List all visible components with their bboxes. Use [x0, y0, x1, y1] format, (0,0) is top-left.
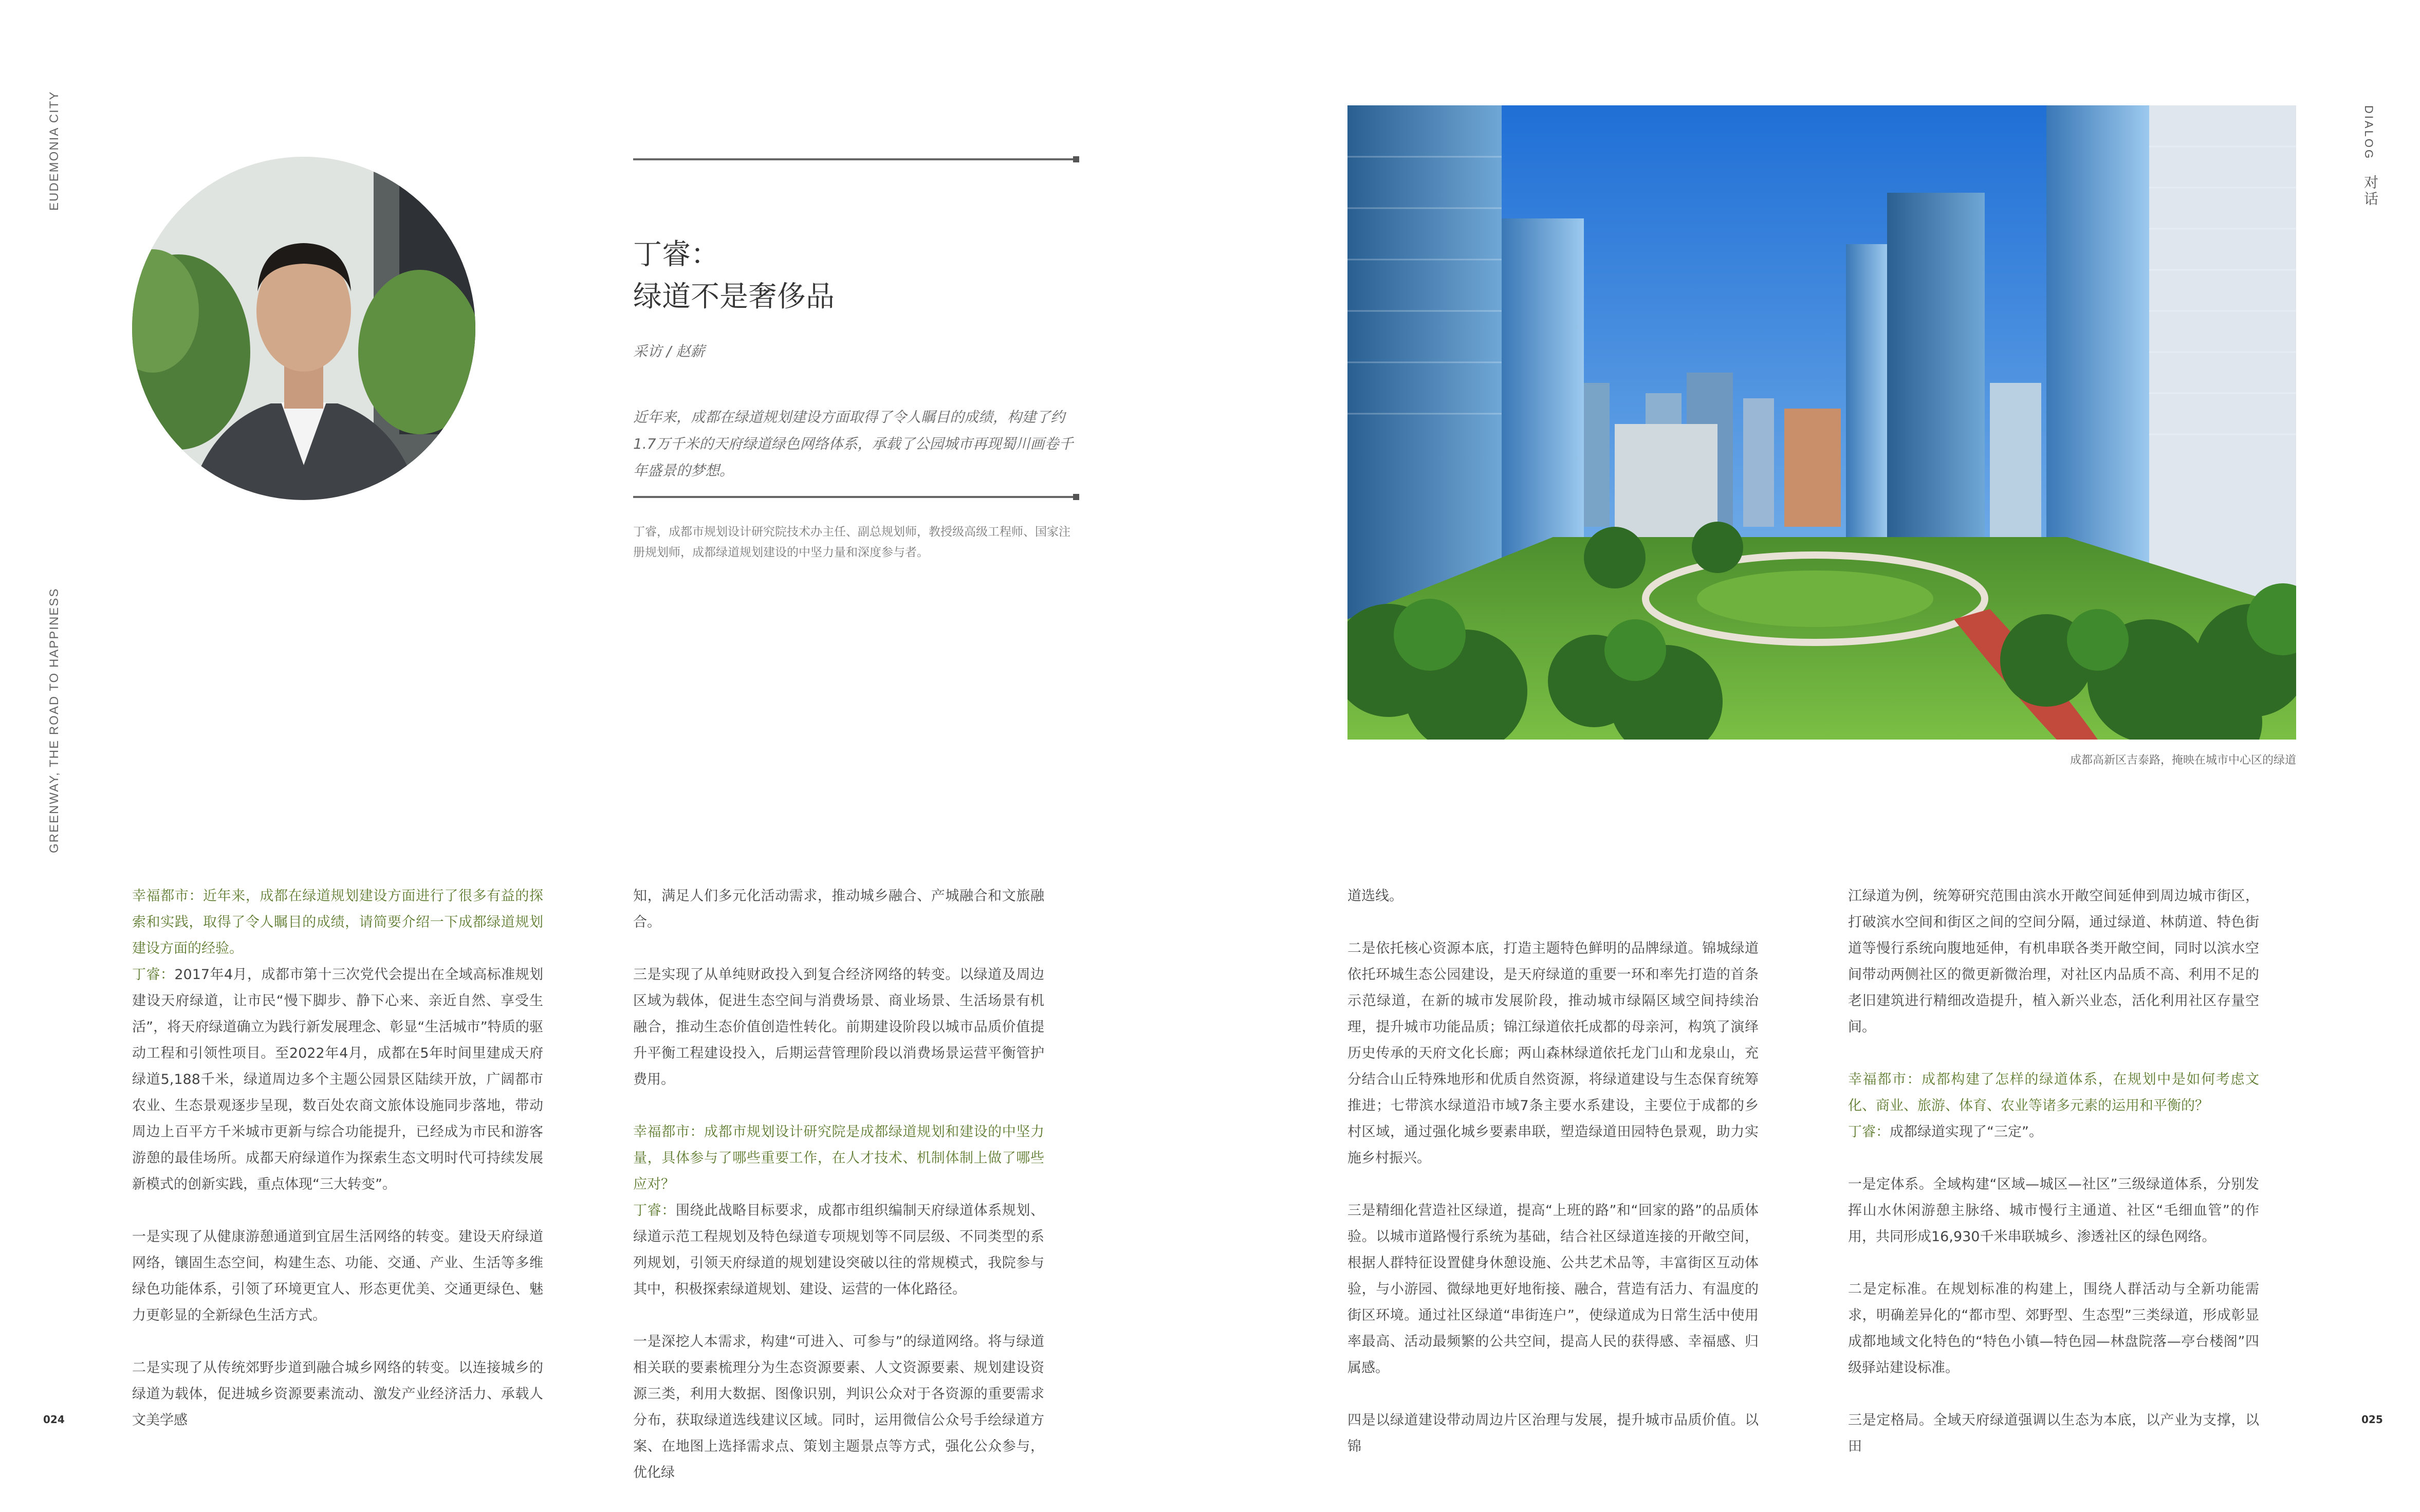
answer-2-text: 围绕此战略目标要求，成都市组织编制天府绿道体系规划、绿道示范工程规划及特色绿道专项规划等不同层级、不同类型的系列规划，引领天府绿道的规划建设突破以往的常规模式，我院参与其中，积极探索绿道规划、建设、运营的一体化路径。 — [633, 1203, 1045, 1297]
page-number-left: 024 — [43, 1413, 65, 1426]
paragraph: 一是实现了从健康游憩通道到宜居生活网络的转变。建设天府绿道网络，镶固生态空间，构建生态、功能、交通、产业、生活等多维绿色功能体系，引领了环境更宜人、形态更优美、交通更绿色、魅力更彰显的全新绿色生活方式。 — [132, 1229, 543, 1323]
answer-1-text: 2017年4月，成都市第十三次党代会提出在全域高标准规划建设天府绿道，让市民“慢下脚步、静下心来、亲近自然、享受生活”，将天府绿道确立为践行新发展理念、彰显“生活城市”特质的驱动工程和引领性项目。至2022年4月，成都在5年时间里建成天府绿道5,188千米，绿道周边多个主题公园景区陆续开放，广阔都市农业、生态景观逐步呈现，数百处农商文旅体设施同步落地，带动周边上百平方千米城市更新与综合功能提升，已经成为市民和游客游憩的最佳场所。成都天府绿道作为探索生态文明时代可持续发展新模式的创新实践，重点体现“三大转变”。 — [132, 967, 544, 1192]
section-label-cn: 对话 — [2362, 175, 2379, 208]
title-rule-top — [633, 158, 1078, 160]
answer-2-speaker: 丁睿： — [633, 1203, 676, 1219]
paragraph: 一是深挖人本需求，构建“可进入、可参与”的绿道网络。将与绿道相关联的要素梳理分为生态资源要素、人文资源要素、规划建设资源三类，利用大数据、图像识别，判识公众对于各资源的重要需求分布，获取绿道选线建议区域。同时，运用微信公众号手绘绿道方案、在地图上选择需求点、策划主题景点等方式，强化公众参与，优化绿 — [633, 1334, 1044, 1481]
paragraph: 二是实现了从传统郊野步道到融合城乡网络的转变。以连接城乡的绿道为载体，促进城乡资源要素流动、激发产业经济活力、承载人文美学感 — [132, 1360, 543, 1428]
answer-3-speaker: 丁睿： — [1848, 1124, 1890, 1140]
answer-3 — [1848, 1119, 2259, 1145]
text-column-1 — [132, 883, 543, 1460]
answer-2 — [633, 1197, 1044, 1302]
portrait-photo — [132, 157, 475, 500]
question-3: 幸福都市：成都构建了怎样的绿道体系，在规划中是如何考虑文化、商业、旅游、体育、农业等诸多元素的运用和平衡的？ — [1848, 1072, 2259, 1114]
greenway-photo — [1347, 105, 2296, 740]
byline: 采访 / 赵薪 — [633, 343, 705, 360]
bio-rule — [633, 496, 1078, 498]
text-column-4 — [1848, 883, 2259, 1486]
paragraph: 二是依托核心资源本底，打造主题特色鲜明的品牌绿道。锦城绿道依托环城生态公园建设，是天府绿道的重要一环和率先打造的首条示范绿道，在新的城市发展阶段，推动城市绿隔区域空间持续治理，提升城市功能品质；锦江绿道依托成都的母亲河，构筑了演绎历史传承的天府文化长廊；两山森林绿道依托龙门山和龙泉山，充分结合山丘特殊地形和优质自然资源，将绿道建设与生态保育统筹推进；七带滨水绿道沿市域7条主要水系建设，主要位于成都的乡村区域，通过强化城乡要素串联，塑造绿道田园特色景观，助力实施乡村振兴。 — [1347, 941, 1759, 1166]
paragraph: 一是定体系。全域构建“区域—城区—社区”三级绿道体系，分别发挥山水休闲游憩主脉络、城市慢行主通道、社区“毛细血管”的作用，共同形成16,930千米串联城乡、渗透社区的绿色网络。 — [1848, 1176, 2259, 1245]
section-label-en: DIALOG — [2362, 105, 2375, 161]
answer-1 — [132, 962, 543, 1197]
page-number-right: 025 — [2361, 1413, 2383, 1426]
question-2: 幸福都市：成都市规划设计研究院是成都绿道规划和建设的中坚力量，具体参与了哪些重要工作，在人才技术、机制体制上做了哪些应对？ — [633, 1124, 1044, 1192]
paragraph: 道选线。 — [1347, 888, 1403, 904]
paragraph: 四是以绿道建设带动周边片区治理与发展，提升城市品质价值。以锦 — [1347, 1412, 1759, 1454]
running-head-top: EUDEMONIA CITY — [47, 90, 61, 211]
portrait-figure — [132, 157, 475, 500]
paragraph: 二是定标准。在规划标准的构建上，围绕人群活动与全新功能需求，明确差异化的“都市型、郊野型、生态型”三类绿道，形成彰显成都地域文化特色的“特色小镇—特色园—林盘院落—亭台楼阁”四级驿站建设标准。 — [1848, 1281, 2259, 1376]
paragraph: 江绿道为例，统筹研究范围由滨水开敞空间延伸到周边城市街区，打破滨水空间和街区之间的空间分隔，通过绿道、林荫道、特色街道等慢行系统向腹地延伸，有机串联各类开敞空间，同时以滨水空间带动两侧社区的微更新微治理，对社区内品质不高、利用不足的老旧建筑进行精细改造提升，植入新兴业态，活化利用社区存量空间。 — [1848, 888, 2259, 1035]
text-column-3 — [1347, 883, 1759, 1486]
paragraph: 三是精细化营造社区绿道，提高“上班的路”和“回家的路”的品质体验。以城市道路慢行系统为基础，结合社区绿道连接的开敞空间，根据人群特征设置健身休憩设施、公共艺术品等，丰富街区互动体验，与小游园、微绿地更好地衔接、融合，营造有活力、有温度的街区环境。通过社区绿道“串街连户”，使绿道成为日常生活中使用率最高、活动最频繁的公共空间，提高人民的获得感、幸福感、归属感。 — [1347, 1203, 1759, 1376]
article-title — [633, 234, 835, 318]
intro-paragraph: 近年来，成都在绿道规划建设方面取得了令人瞩目的成绩，构建了约1.7万千米的天府绿道绿色网络体系，承载了公园城市再现蜀川画卷千年盛景的梦想。 — [633, 409, 1074, 479]
question-1: 幸福都市：近年来，成都在绿道规划建设方面进行了很多有益的探索和实践，取得了令人瞩目的成绩，请简要介绍一下成都绿道规划建设方面的经验。 — [132, 888, 543, 956]
title-line-1: 丁睿： — [633, 238, 719, 271]
title-line-2: 绿道不是奢侈品 — [633, 280, 835, 314]
answer-3-text: 成都绿道实现了“三定”。 — [1890, 1124, 2043, 1140]
paragraph: 三是实现了从单纯财政投入到复合经济网络的转变。以绿道及周边区域为载体，促进生态空间与消费场景、商业场景、生活场景有机融合，推动生态价值创造性转化。前期建设阶段以城市品质价值提升平衡工程建设投入，后期运营管理阶段以消费场景运营平衡管护费用。 — [633, 967, 1044, 1087]
paragraph: 知，满足人们多元化活动需求，推动城乡融合、产城融合和文旅融合。 — [633, 888, 1044, 930]
city-greenway-scene — [1347, 105, 2296, 740]
answer-1-speaker: 丁睿： — [132, 967, 175, 983]
text-column-2 — [633, 883, 1044, 1512]
photo-caption: 成都高新区吉泰路，掩映在城市中心区的绿道 — [2070, 754, 2296, 767]
paragraph: 三是定格局。全域天府绿道强调以生态为本底，以产业为支撑，以田 — [1848, 1412, 2259, 1454]
running-head-bottom: GREENWAY, THE ROAD TO HAPPINESS — [47, 587, 61, 853]
author-bio: 丁睿，成都市规划设计研究院技术办主任、副总规划师，教授级高级工程师、国家注册规划师，成都绿道规划建设的中坚力量和深度参与者。 — [633, 525, 1070, 559]
